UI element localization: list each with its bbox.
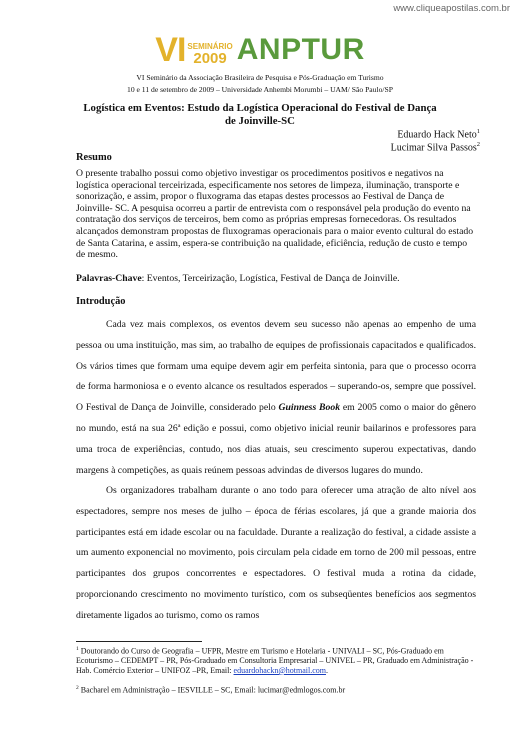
footnote-divider xyxy=(76,641,202,642)
intro-paragraph-1 xyxy=(76,315,476,481)
intro-p1-emphasis: Guinness Book xyxy=(278,402,341,414)
introducao-heading: Introdução xyxy=(76,296,126,307)
watermark-url: www.cliqueapostilas.com.br xyxy=(393,3,510,14)
logo-vi: VI xyxy=(155,31,186,69)
footnote-2-mark: 2 xyxy=(76,685,79,691)
author-1-name: Eduardo Hack Neto xyxy=(397,129,477,141)
keywords-label: Palavras-Chave xyxy=(76,273,142,284)
footnote-2-text: Bacharel em Administração – IESVILLE – SC, Email: lucimar@edmlogos.com.br xyxy=(78,685,346,695)
header-line-1: VI Seminário da Associação Brasileira de Pesquisa e Pós-Graduação em Turismo xyxy=(136,73,384,82)
resumo-text: O presente trabalho possui como objetivo investigar os procedimentos positivos e negativos na logística operacional terceirizada, especificamente nos setores de limpeza, iluminação, transporte e sonorização, e assim, propor o fluxograma das etapas destes processos ao Festival de Dança de Joinville- SC. A pesquisa ocorreu a partir de entrevista com o responsável pela produção do evento na contratação dos serviços de terceiros, bem como as próprias empresas fornecedoras. Os resultados alcançados demonstram propostas de fluxogramas operacionais para o maior evento cultural do estado de Santa Catarina, e assim, espera-se contribuição na qualidade, eficiência, redução de custo e tempo de mesmo. xyxy=(76,168,474,261)
seminar-logo xyxy=(0,26,520,69)
intro-paragraph-2: Os organizadores trabalham durante o ano todo para oferecer uma atração de alto nível aos espectadores, sempre nos meses de julho – época de férias escolares, já que a grande maioria dos participantes está em idade escolar ou na faculdade. Durante a realização do festival, a cidade assiste a um aumento exponencial no movimento, pois circulam pela cidade em torno de 200 mil pessoas, entre participantes dos grupos concorrentes e espectadores. O festival muda a rotina da cidade, proporcionando crescimento no movimento turístico, com os subseqüentes benefícios aos segmentos diretamente ligados ao turismo, como os ramos xyxy=(76,485,476,621)
intro-p1-before: Cada vez mais complexos, os eventos devem seu sucesso não apenas ao empenho de uma pessoa ou uma instituição, mas sim, ao trabalho de equipes de profissionais capacitados e qualificados. Os vários times que formam uma equipe devem agir em perfeita sintonia, para que o processo ocorra de forma harmoniosa e o evento alcance os resultados esperados – superando-os, sempre que possível. O Festival de Dança de Joinville, considerado pelo xyxy=(76,319,476,414)
logo-stack xyxy=(187,42,232,66)
header-line-2: 10 e 11 de setembro de 2009 – Universidade Anhembi Morumbi – UAM/ São Paulo/SP xyxy=(127,85,393,94)
author-2 xyxy=(391,139,480,154)
logo-anptur: ANPTUR xyxy=(236,33,365,66)
footnote-1-email-link[interactable]: eduardohackn@hotmail.com xyxy=(233,665,326,675)
logo-year: 2009 xyxy=(193,50,227,67)
resumo-heading: Resumo xyxy=(76,152,112,163)
author-2-name: Lucimar Silva Passos xyxy=(390,142,477,154)
footnote-1-end: . xyxy=(325,665,328,675)
keywords xyxy=(76,273,476,285)
author-2-note: 2 xyxy=(476,141,480,148)
footnote-1-text: Doutorando do Curso de Geografia – UFPR, Mestre em Turismo e Hotelaria - UNIVALI – SC, Pós-Graduado em Ecoturismo – CEDEMPT – PR, Pós-Graduado em Consultoria Empresarial – UNIVEL – PR, Graduado em Administração - Hab. Comércio Exterior – UNIFOZ –PR, Email: xyxy=(76,646,474,675)
intro-p1-after: em 2005 como o maior do gênero no mundo, está na sua 26ª edição e possui, como objetivo inicial reunir bailarinos e professores para uma troca de experiências, contudo, nos dias atuais, seu crescimento superou expectativas, dando margens à competições, as quais reúnem pessoas advindas de diversos lugares do mundo. xyxy=(76,402,476,476)
footnote-2 xyxy=(76,684,476,695)
footnote-1-mark: 1 xyxy=(76,646,79,652)
paper-title: Logística em Eventos: Estudo da Logística Operacional do Festival de Dança de Joinville-SC xyxy=(83,102,437,127)
footnote-1 xyxy=(76,645,476,675)
logo-seminario: SEMINÁRIO xyxy=(187,42,233,51)
author-1-note: 1 xyxy=(476,128,480,135)
keywords-text: : Eventos, Terceirização, Logística, Festival de Dança de Joinville. xyxy=(141,273,400,284)
